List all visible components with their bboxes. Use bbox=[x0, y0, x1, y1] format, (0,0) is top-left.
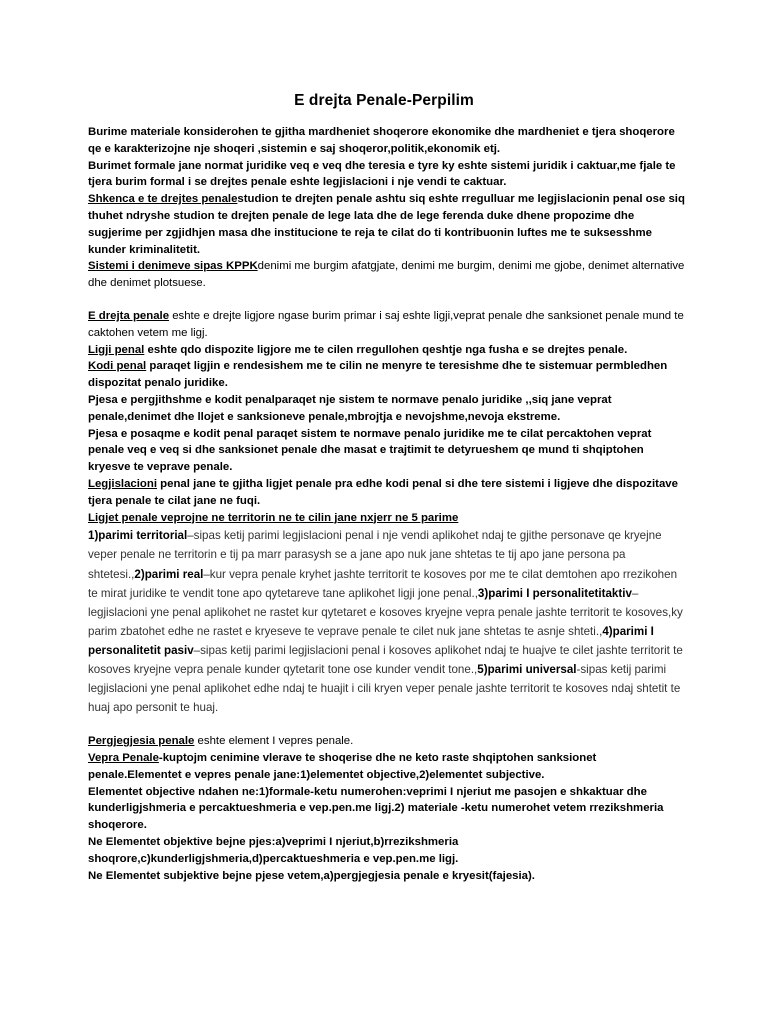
term-drejta-penale: E drejta penale bbox=[88, 309, 170, 322]
document-body bbox=[88, 124, 688, 884]
paragraph-parimet bbox=[88, 526, 688, 717]
parimi-5-text: -sipas ketij parimi legjislacioni yne penal aplikohet edhe ndaj te huajit i cili kryen veper penale jashte territorit te kosoves ndaj shtetit te huaj apo personit te huaj. bbox=[88, 662, 681, 715]
parimi-3-text: –legjislacioni yne penal aplikohet ne rastet kur qytetaret e kosoves kryejne vepra penale jashte territorit te kosoves,ky parim zbatohet edhe ne rastet e kryeseve te veprave penale te cilet nuk jane shtetas te asnje shteti., bbox=[88, 586, 683, 638]
text-kodi-penal: paraqet ligjin e rendesishem me te cilin ne menyre te teresishme dhe te sistemuar permbledhen dispozitat penalo juridike. bbox=[88, 360, 668, 390]
paragraph-burimet-formale: Burimet formale jane normat juridike veq e veq dhe teresia e tyre ky eshte sistemi juridik i caktuar,me fjale te tjera burim formal i se drejtes penale eshte legjislacioni i nje vendi te caktuar. bbox=[88, 159, 676, 189]
paragraph-ne-elementet-objektive: Ne Elementet objektive bejne pjes:a)veprimi I njeriut,b)rrezikshmeria shoqrore,c)kunderligjshmeria,d)percaktueshmeria e vep.pen.me ligj. bbox=[88, 836, 459, 865]
parimi-1-label: 1)parimi territorial bbox=[88, 529, 188, 543]
parimi-4-text: –sipas ketij parimi legjislacioni penal i kosoves aplikohet ndaj te huajve te cilet jashte territorit te kosoves kryejne vepra penale kunder qytetarit tone ose kunder vendit tone., bbox=[88, 643, 683, 676]
parimi-2-text: –kur vepra penale kryhet jashte territorit te kosoves por me te cilat demtohen apo rrezikohen te mirat juridike te vendit tone apo qytetareve tane aplikohet ligji jone penal., bbox=[88, 567, 678, 600]
text-vepra-penale: -kuptojm cenimine vlerave te shoqerise dhe ne keto raste shqiptohen sanksionet penale.Elementet e vepres penale jane:1)elementet objective,2)elementet subjective. bbox=[88, 752, 597, 781]
paragraph-sistemi bbox=[88, 258, 688, 292]
paragraph-shkenca bbox=[88, 191, 688, 258]
parimi-5-label: 5)parimi universal bbox=[477, 662, 577, 676]
spacer bbox=[88, 717, 688, 733]
parimi-1-text: –sipas ketij parimi legjislacioni penal i nje vendi aplikohet ndaj te gjithe personave qe kryejne veper penale ne territorin e tij pa marr parasysh se a jane apo nuk jane shtetas te tij apo jane persona pa shtetesi., bbox=[88, 529, 662, 581]
paragraph-ne-elementet-subjektive: Ne Elementet subjektive bejne pjese vetem,a)pergjegjesia penale e kryesit(fajesia). bbox=[88, 869, 535, 882]
text-legjislacioni: penal jane te gjitha ligjet penale pra edhe kodi penal si dhe tere sistemi i ligjeve dhe dispozitave tjera penale te cilat jane ne fuqi. bbox=[88, 477, 678, 507]
text-ligji-penal: eshte qdo dispozite ligjore me te cilen rregullohen qeshtje nga fusha e se drejtes penale. bbox=[144, 343, 628, 356]
paragraph-pjesa-pergjithshme: Pjesa e pergjithshme e kodit penalparaqet nje sistem te normave penalo juridike ,,siq jane veprat penale,denimet dhe llojet e sanksioneve penale,mbrojtja e nevojshme,nevoja ekstreme. bbox=[88, 393, 612, 423]
paragraph-kodi-penal bbox=[88, 358, 688, 392]
term-vepra-penale: Vepra Penale bbox=[88, 752, 159, 765]
text-drejta-penale: eshte e drejte ligjore ngase burim primar i saj eshte ligji,veprat penale dhe sanksionet penale mund te caktohen vetem me ligj. bbox=[88, 309, 684, 339]
term-sistemi: Sistemi i denimeve sipas KPPK bbox=[88, 260, 258, 273]
paragraph-drejta-penale bbox=[88, 308, 688, 342]
spacer bbox=[88, 292, 688, 308]
text-shkenca: studion te drejten penale ashtu siq eshte rregulluar me legjislacionin penal ose siq thuhet ndryshe studion te drejten penale de lege lata dhe de lege ferenda duke dhene propozime dhe sugjerime per zgjidhjen masa dhe institucione te reja te cilat do ti kontribuonin luftes me te suksesshme kunder kriminalitetit. bbox=[88, 193, 685, 256]
paragraph-legjislacioni bbox=[88, 476, 688, 510]
paragraph-vepra-penale bbox=[88, 750, 688, 784]
document-title: E drejta Penale-Perpilim bbox=[294, 92, 474, 109]
text-sistemi: denimi me burgim afatgjate, denimi me burgim, denimi me gjobe, denimet alternative dhe denimet plotsuese. bbox=[88, 260, 685, 290]
paragraph-burime-materiale: Burime materiale konsiderohen te gjitha mardheniet shoqerore ekonomike dhe mardheniet e tjera shoqerore qe e karakterizojne nje shoqeri ,sistemin e saj shoqeror,politik,ekonomik etj. bbox=[88, 126, 675, 155]
parimi-2-label: 2)parimi real bbox=[134, 567, 204, 581]
term-shkenca: Shkenca e te drejtes penale bbox=[88, 193, 238, 206]
term-ligji-penal: Ligji penal bbox=[88, 343, 145, 356]
term-legjislacioni: Legjislacioni bbox=[88, 477, 157, 490]
paragraph-elementet-objective: Elementet objective ndahen ne:1)formale-ketu numerohen:veprimi I njeriut me pasojen e shkaktuar dhe kunderligjshmeria e percaktueshmeria e vep.pen.me ligj.2) materiale -ketu numerohet vetem rrezikshmeria shoqerore. bbox=[88, 785, 664, 832]
parimi-4-label: 4)parimi I personalitetit pasiv bbox=[88, 624, 654, 657]
term-kodi-penal: Kodi penal bbox=[88, 360, 147, 373]
term-pergjegjesia: Pergjegjesia penale bbox=[88, 735, 195, 748]
paragraph-pjesa-posaqme: Pjesa e posaqme e kodit penal paraqet sistem te normave penalo juridike me te cilat percaktohen veprat penale veq e veq si dhe sanksionet penale dhe masat e trajtimit te detyrueshem qe mund ti shqiptohen kryesve te veprave penale. bbox=[88, 427, 652, 474]
text-pergjegjesia: eshte element I vepres penale. bbox=[194, 735, 354, 748]
paragraph-pergjegjesia bbox=[88, 733, 688, 750]
paragraph-ligji-penal bbox=[88, 342, 688, 359]
parimi-3-label: 3)parimi I personalitetitaktiv bbox=[477, 586, 632, 600]
heading-ligjet-penale: Ligjet penale veprojne ne territorin ne te cilin jane nxjerr ne 5 parime bbox=[88, 511, 459, 524]
